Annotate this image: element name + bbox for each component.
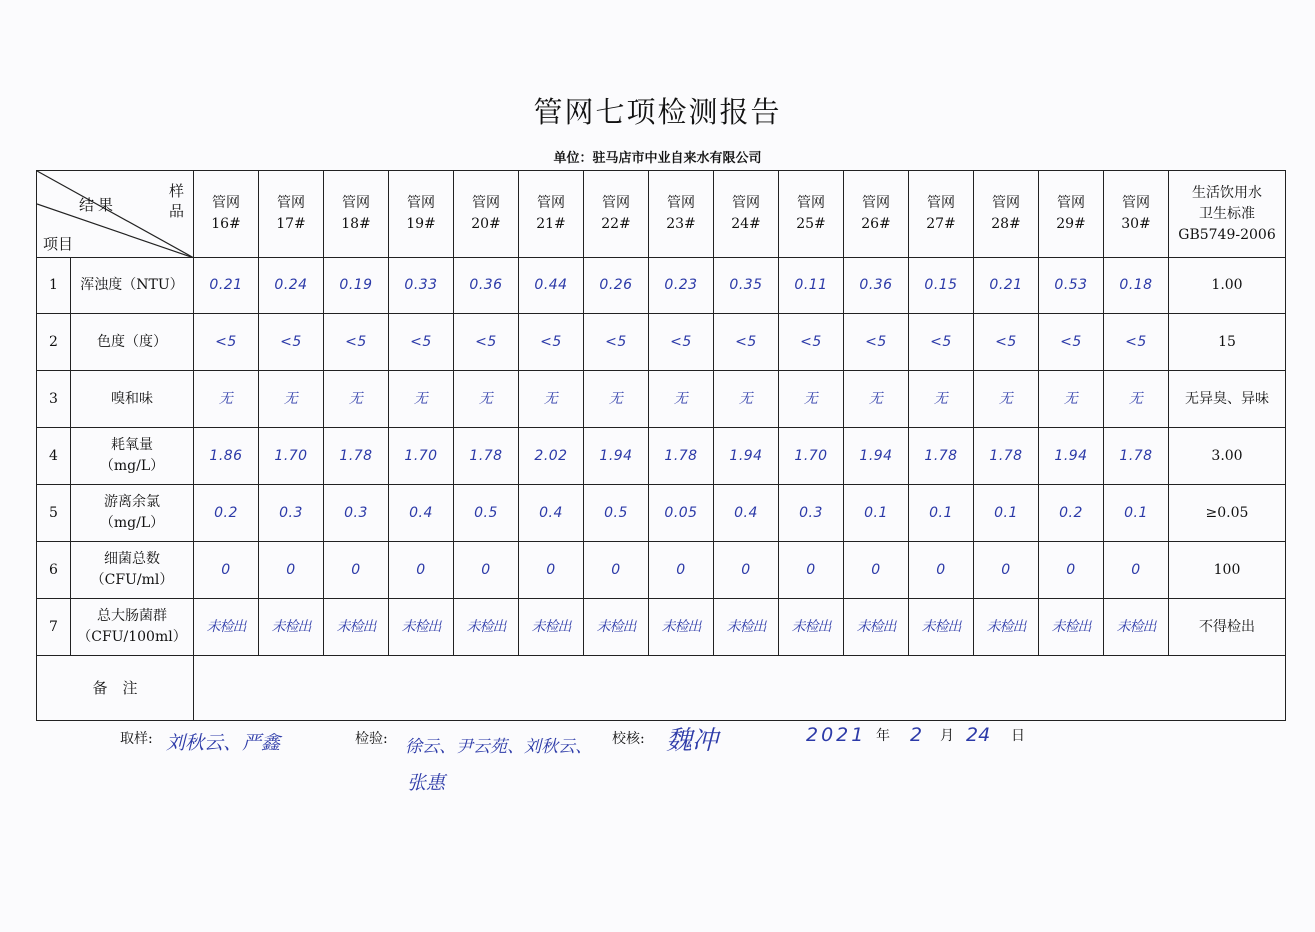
sampling-signature: 刘秋云、严鑫: [166, 732, 281, 754]
standard-value: 15: [1169, 314, 1286, 371]
measurement-value: 0.53: [1039, 258, 1104, 314]
standard-value: 无异臭、异味: [1169, 371, 1286, 428]
measurement-value: 0.18: [1104, 258, 1169, 314]
measurement-value: 未检出: [974, 599, 1039, 656]
review-label: 校核:: [612, 731, 645, 747]
remarks-row: [37, 656, 1286, 721]
unit-line: 单位：驻马店市中业自来水有限公司: [553, 151, 762, 166]
sample-header: 管网 20#: [454, 171, 519, 258]
sample-header: 管网 23#: [649, 171, 714, 258]
measurement-value: 1.70: [259, 428, 324, 485]
measurement-value: 未检出: [324, 599, 389, 656]
standard-value: ≥0.05: [1169, 485, 1286, 542]
measurement-value: 1.94: [584, 428, 649, 485]
report-table: [36, 170, 1286, 721]
review-signature: 魏冲: [666, 726, 719, 756]
measurement-value: 0.21: [974, 258, 1039, 314]
item-name: 总大肠菌群 （CFU/100ml）: [71, 599, 194, 656]
row-number: 6: [37, 542, 71, 599]
measurement-value: 无: [519, 371, 584, 428]
measurement-value: 未检出: [1039, 599, 1104, 656]
measurement-value: 0.21: [194, 258, 259, 314]
remarks-label: 备 注: [37, 656, 194, 721]
result-label: 结果: [79, 196, 118, 214]
measurement-value: 未检出: [584, 599, 649, 656]
table-row: [37, 542, 1286, 599]
measurement-value: 无: [844, 371, 909, 428]
measurement-value: 0: [259, 542, 324, 599]
inspection-signature: 徐云、尹云苑、刘秋云、: [405, 737, 592, 757]
sample-header: 管网 22#: [584, 171, 649, 258]
header-row: [37, 171, 1286, 258]
measurement-value: 1.94: [714, 428, 779, 485]
measurement-value: 无: [389, 371, 454, 428]
date-year: 2021: [806, 724, 867, 746]
measurement-value: <5: [714, 314, 779, 371]
table-row: [37, 314, 1286, 371]
measurement-value: 0: [454, 542, 519, 599]
sample-header: 管网 18#: [324, 171, 389, 258]
measurement-value: 0: [1104, 542, 1169, 599]
measurement-value: <5: [844, 314, 909, 371]
inspection-signature-2: 张惠: [407, 772, 446, 794]
remarks-value: [194, 656, 1286, 721]
measurement-value: 0.1: [974, 485, 1039, 542]
day-label: 日: [1011, 728, 1025, 744]
diagonal-header-cell: [37, 171, 194, 258]
measurement-value: 未检出: [714, 599, 779, 656]
measurement-value: 1.86: [194, 428, 259, 485]
measurement-value: <5: [909, 314, 974, 371]
measurement-value: 1.78: [454, 428, 519, 485]
measurement-value: 未检出: [909, 599, 974, 656]
measurement-value: 0.36: [844, 258, 909, 314]
measurement-value: 0: [909, 542, 974, 599]
table-row: [37, 428, 1286, 485]
sample-header: 管网 17#: [259, 171, 324, 258]
inspection-label: 检验:: [355, 731, 388, 747]
measurement-value: 0: [1039, 542, 1104, 599]
year-label: 年: [876, 728, 890, 744]
measurement-value: 1.78: [324, 428, 389, 485]
measurement-value: 1.70: [389, 428, 454, 485]
measurement-value: 无: [324, 371, 389, 428]
table-row: [37, 485, 1286, 542]
measurement-value: 0: [194, 542, 259, 599]
measurement-value: 无: [974, 371, 1039, 428]
measurement-value: 无: [1104, 371, 1169, 428]
sample-header: 管网 26#: [844, 171, 909, 258]
measurement-value: 0.23: [649, 258, 714, 314]
sample-header: 管网 29#: [1039, 171, 1104, 258]
measurement-value: 0: [779, 542, 844, 599]
row-number: 2: [37, 314, 71, 371]
table-row: [37, 371, 1286, 428]
measurement-value: 无: [194, 371, 259, 428]
standard-value: 3.00: [1169, 428, 1286, 485]
measurement-value: 未检出: [389, 599, 454, 656]
measurement-value: 无: [1039, 371, 1104, 428]
measurement-value: <5: [1039, 314, 1104, 371]
measurement-value: 0.05: [649, 485, 714, 542]
date-month: 2: [910, 724, 923, 746]
sample-header: 管网 16#: [194, 171, 259, 258]
measurement-value: 0.4: [714, 485, 779, 542]
measurement-value: <5: [259, 314, 324, 371]
measurement-value: <5: [1104, 314, 1169, 371]
measurement-value: 0.1: [1104, 485, 1169, 542]
measurement-value: 0.5: [454, 485, 519, 542]
measurement-value: 1.78: [1104, 428, 1169, 485]
sample-label: 样品: [169, 182, 185, 220]
item-name: 耗氧量 （mg/L）: [71, 428, 194, 485]
measurement-value: 未检出: [194, 599, 259, 656]
measurement-value: 0.3: [779, 485, 844, 542]
measurement-value: 0: [649, 542, 714, 599]
item-name: 嗅和味: [71, 371, 194, 428]
measurement-value: 1.94: [1039, 428, 1104, 485]
measurement-value: 无: [584, 371, 649, 428]
measurement-value: <5: [649, 314, 714, 371]
sampling-label: 取样:: [120, 731, 153, 747]
table-row: [37, 599, 1286, 656]
measurement-value: 0.33: [389, 258, 454, 314]
measurement-value: <5: [519, 314, 584, 371]
measurement-value: 0: [389, 542, 454, 599]
row-number: 7: [37, 599, 71, 656]
item-name: 游离余氯 （mg/L）: [71, 485, 194, 542]
measurement-value: 未检出: [454, 599, 519, 656]
measurement-value: <5: [974, 314, 1039, 371]
measurement-value: 0: [324, 542, 389, 599]
measurement-value: 未检出: [844, 599, 909, 656]
measurement-value: 0: [584, 542, 649, 599]
measurement-value: 0.1: [909, 485, 974, 542]
measurement-value: 0: [844, 542, 909, 599]
measurement-value: 0: [519, 542, 584, 599]
measurement-value: 0.3: [324, 485, 389, 542]
measurement-value: 未检出: [779, 599, 844, 656]
measurement-value: 0.4: [389, 485, 454, 542]
measurement-value: 1.78: [974, 428, 1039, 485]
sample-header: 管网 19#: [389, 171, 454, 258]
measurement-value: <5: [779, 314, 844, 371]
row-number: 5: [37, 485, 71, 542]
item-name: 细菌总数 （CFU/ml）: [71, 542, 194, 599]
item-name: 浑浊度（NTU）: [71, 258, 194, 314]
measurement-value: 0: [714, 542, 779, 599]
measurement-value: <5: [324, 314, 389, 371]
month-label: 月: [940, 728, 954, 744]
measurement-value: 无: [454, 371, 519, 428]
measurement-value: 0.3: [259, 485, 324, 542]
measurement-value: 未检出: [649, 599, 714, 656]
sample-header: 管网 28#: [974, 171, 1039, 258]
measurement-value: 0.2: [1039, 485, 1104, 542]
item-label: 项目: [43, 235, 74, 253]
measurement-value: 无: [259, 371, 324, 428]
measurement-value: 1.94: [844, 428, 909, 485]
measurement-value: 0.35: [714, 258, 779, 314]
measurement-value: 无: [714, 371, 779, 428]
measurement-value: 0.1: [844, 485, 909, 542]
report-title: 管网七项检测报告: [533, 95, 782, 129]
measurement-value: 0.44: [519, 258, 584, 314]
measurement-value: 1.78: [909, 428, 974, 485]
row-number: 1: [37, 258, 71, 314]
measurement-value: <5: [389, 314, 454, 371]
measurement-value: 0.36: [454, 258, 519, 314]
measurement-value: 1.78: [649, 428, 714, 485]
measurement-value: 1.70: [779, 428, 844, 485]
measurement-value: 未检出: [519, 599, 584, 656]
standard-value: 100: [1169, 542, 1286, 599]
measurement-value: <5: [584, 314, 649, 371]
measurement-value: 0.24: [259, 258, 324, 314]
sample-header: 管网 30#: [1104, 171, 1169, 258]
measurement-value: 0.2: [194, 485, 259, 542]
measurement-value: 2.02: [519, 428, 584, 485]
measurement-value: 未检出: [259, 599, 324, 656]
measurement-value: 0: [974, 542, 1039, 599]
measurement-value: 0.26: [584, 258, 649, 314]
measurement-value: 0.5: [584, 485, 649, 542]
measurement-value: <5: [194, 314, 259, 371]
standard-value: 1.00: [1169, 258, 1286, 314]
measurement-value: 0.4: [519, 485, 584, 542]
measurement-value: 无: [779, 371, 844, 428]
measurement-value: 0.19: [324, 258, 389, 314]
sample-header: 管网 27#: [909, 171, 974, 258]
sample-header: 管网 25#: [779, 171, 844, 258]
measurement-value: 无: [909, 371, 974, 428]
standard-header: 生活饮用水 卫生标准 GB5749-2006: [1169, 171, 1286, 258]
row-number: 4: [37, 428, 71, 485]
table-row: [37, 258, 1286, 314]
measurement-value: <5: [454, 314, 519, 371]
measurement-value: 0.15: [909, 258, 974, 314]
measurement-value: 无: [649, 371, 714, 428]
sample-header: 管网 24#: [714, 171, 779, 258]
standard-value: 不得检出: [1169, 599, 1286, 656]
measurement-value: 0.11: [779, 258, 844, 314]
date-day: 24: [966, 724, 991, 746]
row-number: 3: [37, 371, 71, 428]
measurement-value: 未检出: [1104, 599, 1169, 656]
sample-header: 管网 21#: [519, 171, 584, 258]
item-name: 色度（度）: [71, 314, 194, 371]
